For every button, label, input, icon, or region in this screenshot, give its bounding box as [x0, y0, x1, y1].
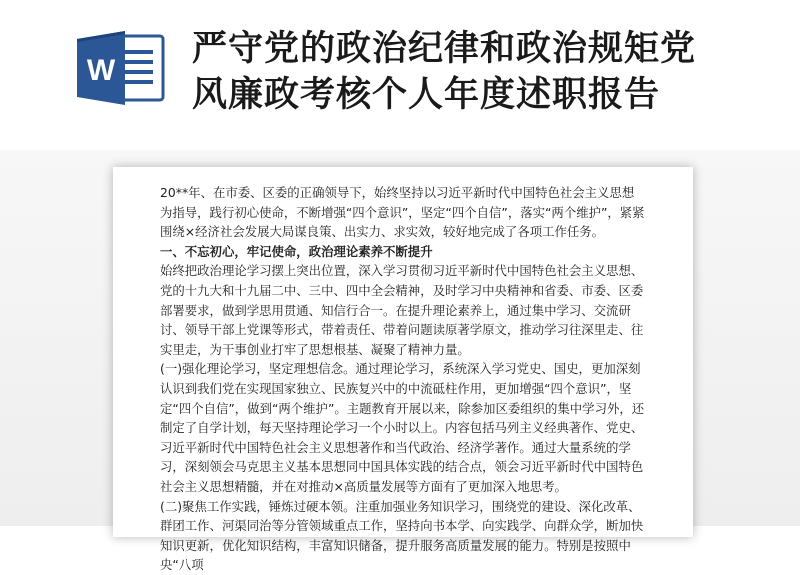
body-paragraph: (二)聚焦工作实践，锤炼过硬本领。注重加强业务知识学习，围绕党的建设、深化改革、群团工作、河渠同治等分管领域重点工作，坚持向书本学、向实践学、向群众学，断加快知识更新，优化知识结构，丰富知识储备，提升服务高质量发展的能力。特别是按照中央“八项: [160, 498, 644, 573]
title-line-2: 风廉政考核个人年度述职报告: [192, 75, 661, 115]
document-page: [113, 167, 693, 573]
header: [0, 0, 800, 150]
section-heading: 一、不忘初心，牢记使命，政治理论素养不断提升: [160, 243, 433, 259]
body-paragraph: 始终把政治理论学习摆上突出位置，深入学习贯彻习近平新时代中国特色社会主义思想、党的十九大和十九届二中、三中、四中全会精神，及时学习中央精神和省委、市委、区委部署要求，做到学思用贯通、知信行合一。在提升理论素养上，通过集中学习、交流研讨、领导干部上党课等形式，带着责任、带着问题读原著学原文，推动学习往深里走、往实里走，为干事创业打牢了思想根基、凝聚了精神力量。: [160, 263, 644, 357]
document-body: [160, 183, 646, 575]
word-icon-letter: W: [86, 54, 116, 87]
page-title: [192, 26, 752, 118]
title-line-1: 严守党的政治纪律和政治规矩党: [192, 29, 697, 69]
intro-paragraph: 20**年、在市委、区委的正确领导下，始终坚持以习近平新时代中国特色社会主义思想为指导，践行初心使命，不断增强“四个意识”，坚定“四个自信”，落实“两个维护”，紧紧围绕×经济社会发展大局谋良策、出实力、求实效，较好地完成了各项工作任务。: [160, 185, 645, 240]
word-document-icon: [75, 30, 165, 106]
body-paragraph: (一)强化理论学习，坚定理想信念。通过理论学习，系统深入学习党史、国史，更加深刻认识到我们党在实现国家独立、民族复兴中的中流砥柱作用，更加增强“四个意识”，坚定“四个自信”，做到“两个维护”。主题教育开展以来，除参加区委组织的集中学习外，还制定了自学计划，每天坚持理论学习一个小时以上。内容包括马列主义经典著作、党史、习近平新时代中国特色社会主义思想著作和当代政治、经济学著作。通过大量系统的学习，深刻领会马克思主义基本思想同中国具体实践的结合点，领会习近平新时代中国特色社会主义思想精髓，并在对推动×高质量发展等方面有了更加深入地思考。: [160, 361, 645, 494]
